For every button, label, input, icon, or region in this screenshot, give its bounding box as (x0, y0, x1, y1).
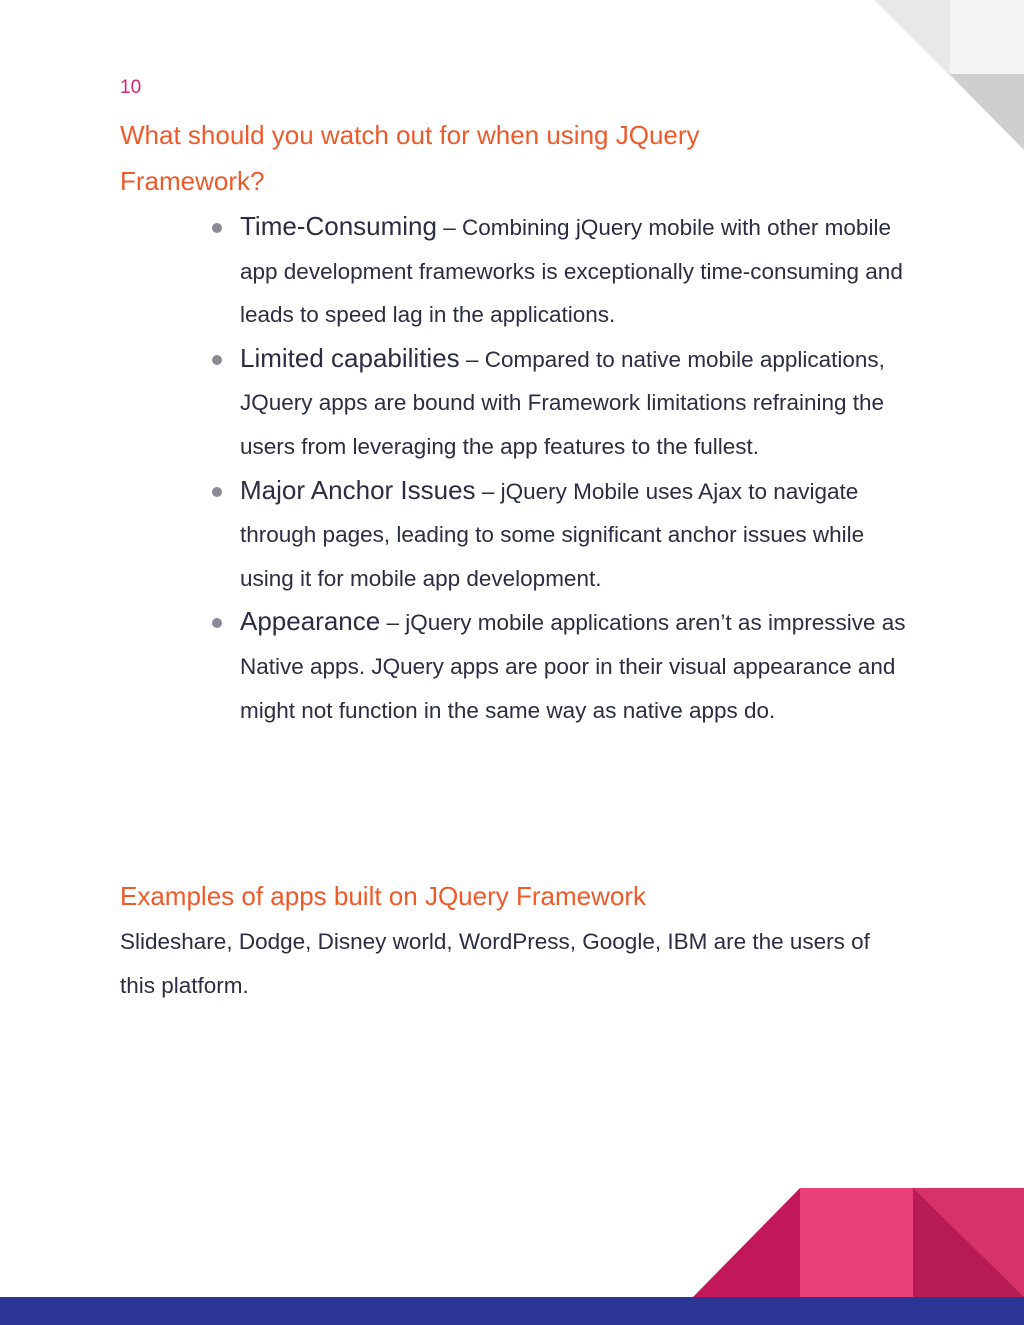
bullet-icon (212, 223, 222, 233)
list-item-separator: – (459, 346, 485, 372)
list-item-content (240, 606, 906, 723)
section-heading-examples: Examples of apps built on JQuery Framework (120, 881, 646, 911)
list-item-content (240, 342, 885, 459)
list-item-text: jQuery mobile applications aren’t as impressive as Native apps. JQuery apps are poor in their visual appearance and might not function in the same way as native apps do. (240, 610, 906, 723)
list-item-title: Limited capabilities (240, 342, 460, 373)
list-item (210, 337, 910, 469)
list-item-title: Major Anchor Issues (240, 474, 476, 505)
footer-bar (0, 1297, 1024, 1325)
list-item-title: Appearance (240, 606, 381, 637)
list-item-content (240, 211, 903, 328)
list-item-content (240, 474, 865, 591)
list-item (210, 205, 910, 337)
list-item (210, 469, 910, 601)
bullet-icon (212, 487, 222, 497)
list-item-title: Time-Consuming (240, 211, 437, 241)
list-item-separator: – (436, 215, 463, 240)
list-item-separator: – (475, 478, 501, 504)
accent-block-pink (800, 1188, 913, 1297)
accent-triangle (693, 1188, 800, 1297)
page-number: 10 (120, 77, 142, 98)
watch-out-list (210, 205, 910, 732)
bullet-icon (212, 355, 222, 365)
corner-fold-square (950, 0, 1024, 74)
list-item (210, 600, 910, 732)
list-item-text: Compared to native mobile applications, JQuery apps are bound with Framework limitations refraining the users from leveraging the app features to the fullest. (240, 346, 885, 459)
bullet-icon (212, 618, 222, 628)
list-item-text: jQuery Mobile uses Ajax to navigate through pages, leading to some significant anchor issues while using it for mobile app development. (240, 478, 865, 591)
examples-paragraph: Slideshare, Dodge, Disney world, WordPress, Google, IBM are the users of this platform. (120, 929, 870, 998)
section-heading-watch-out: What should you watch out for when using JQuery Framework? (120, 120, 700, 196)
list-item-text: Combining jQuery mobile with other mobile app development frameworks is exceptionally time-consuming and leads to speed lag in the applications. (240, 215, 903, 328)
list-item-separator: – (380, 610, 406, 636)
